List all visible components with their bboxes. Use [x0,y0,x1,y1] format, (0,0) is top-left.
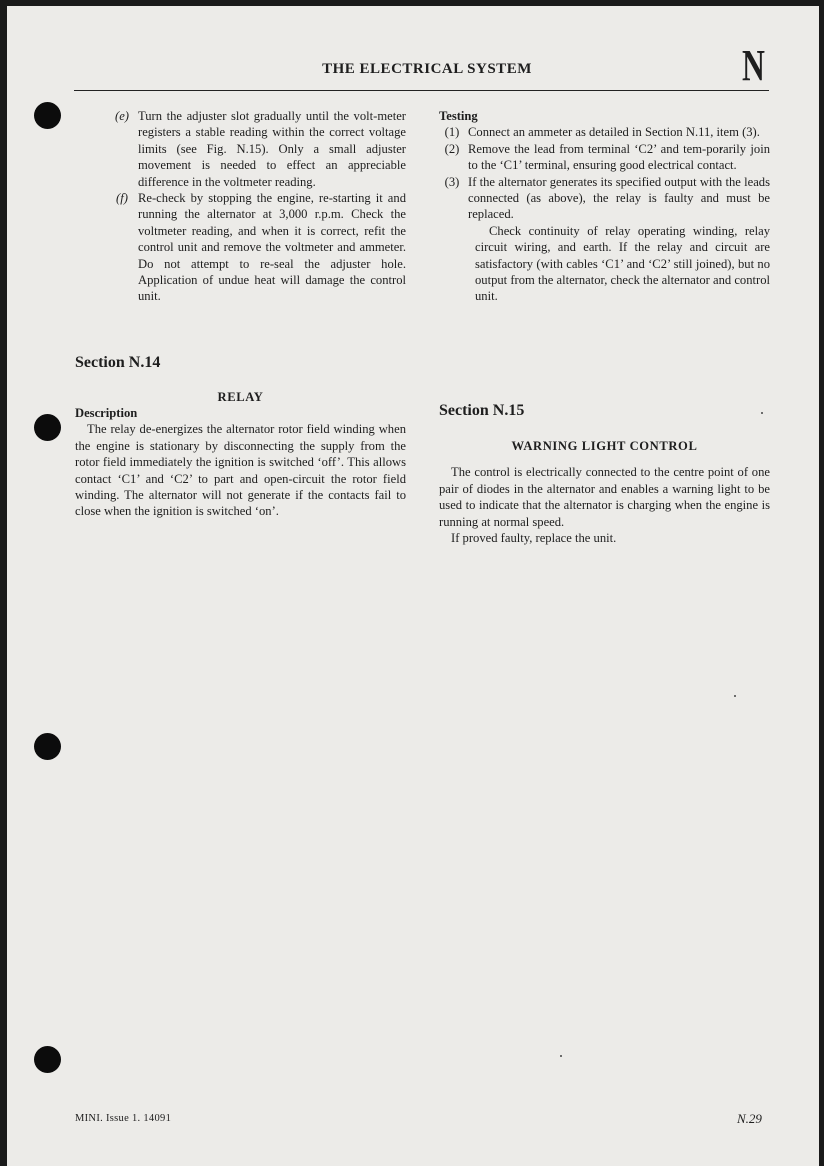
list-marker: (e) [115,109,129,123]
list-marker: (2) [444,141,460,156]
page-title: THE ELECTRICAL SYSTEM [322,61,532,77]
relay-title-block [75,389,406,405]
section-heading-n14: Section N.14 [75,354,161,371]
binder-hole-1 [34,102,61,129]
page-number: N.29 [737,1111,762,1126]
section-heading-n15: Section N.15 [439,402,525,419]
list-text: Re-check by stopping the engine, re-starting it and running the alternator at 3,000 r.p.m. Check the voltmeter reading, and when it is correct, refit the control unit and remove the voltmeter and ammeter. Do not attempt to re-seal the adjuster hole. Application of undue heat will damage the control unit. [138,191,406,304]
relay-description-block [75,405,406,520]
testing-note: Check continuity of relay operating winding, relay circuit wiring, and earth. If the relay and circuit are satisfactory (with cables ‘C1’ and ‘C2’ still joined), but no output from the alternator, check the alternator and control unit. [475,223,770,304]
testing-block [439,108,770,305]
list-item [439,141,770,174]
warning-light-block [439,438,770,546]
list-marker: (3) [444,174,460,189]
paper-speck [761,412,763,414]
description-heading: Description [75,406,138,420]
warning-light-paragraph: The control is electrically connected to the centre point of one pair of diodes in the alternator and enables a warning light to be used to indicate that the alternator is charging when the engine is running at normal speed. [439,465,770,529]
binder-hole-4 [34,1046,61,1073]
list-text: Connect an ammeter as detailed in Section N.11, item (3). [468,125,760,140]
list-item [439,174,770,223]
description-paragraph: The relay de-energizes the alternator rotor field winding when the engine is stationary by disconnecting the supply from the rotor field immediately the ignition is switched ‘off’. This allows contact ‘C1’ and ‘C2’ to part and open-circuit the rotor field winding. The alternator will not generate if the contacts fail to close when the ignition is switched ‘on’. [75,422,406,519]
paper-speck [560,1055,562,1057]
section-letter: N [742,41,765,90]
list-text: Remove the lead from terminal ‘C2’ and tem-porarily join to the ‘C1’ terminal, ensuring good electrical contact. [468,141,770,173]
warning-light-title: WARNING LIGHT CONTROL [511,439,698,453]
paper-speck [734,695,736,697]
left-column-steps [109,108,406,305]
list-marker: (1) [444,125,460,140]
list-marker: (f) [116,191,128,206]
list-item [109,190,406,305]
binder-hole-2 [34,414,61,441]
binder-hole-3 [34,733,61,760]
warning-light-paragraph-2: If proved faulty, replace the unit. [451,531,617,546]
header-rule [74,90,769,91]
list-text: If the alternator generates its specified output with the leads connected (as above), the relay is faulty and must be replaced. [468,174,770,222]
document-page [7,6,819,1166]
list-item [109,108,406,190]
footer-issue-info: MINI. Issue 1. 14091 [75,1113,172,1124]
relay-title: RELAY [217,390,264,404]
list-item [439,124,770,140]
list-text: Turn the adjuster slot gradually until the volt-meter registers a stable reading within the correct voltage limits (see Fig. N.15). Only a small adjuster movement is needed to effect an appreciable difference in the voltmeter reading. [138,109,406,189]
testing-heading: Testing [439,109,478,123]
